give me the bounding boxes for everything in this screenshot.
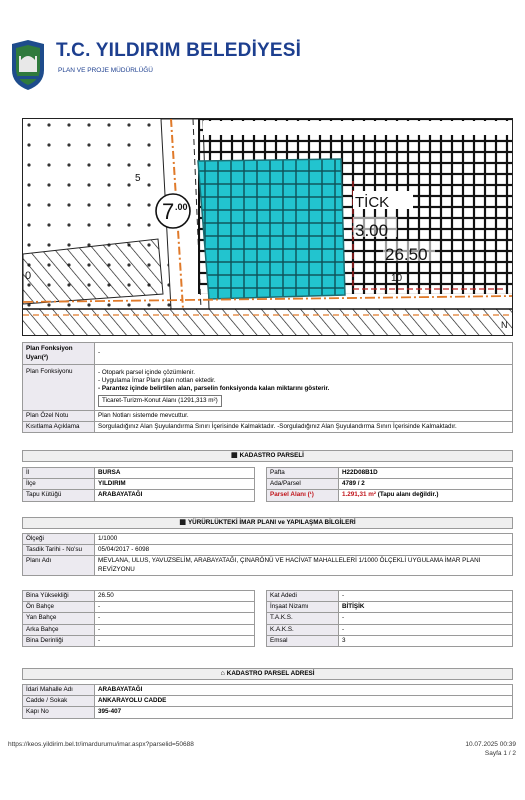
kat-adedi-value: - xyxy=(339,591,513,602)
mahalle-value: ARABAYATAĞI xyxy=(95,685,513,696)
yan-bahce-value: - xyxy=(95,613,255,624)
print-date: 10.07.2025 00:39 xyxy=(465,741,516,748)
mahalle-label: İdari Mahalle Adı xyxy=(23,685,95,696)
kisitlama-value: Sorguladığınız Alan Şuyulandırma Sınırı İçerisinde Kalmaktadır. -Sorguladığınız Alan Şuyulandırma Sınırı İçerisinde Kalmaktadır. xyxy=(95,422,513,433)
taks-value: - xyxy=(339,613,513,624)
adres-table xyxy=(22,684,513,719)
tapu-kutugu-value: ARABAYATAĞI xyxy=(95,490,255,501)
page-url[interactable]: https://keos.yildirim.bel.tr/imardurumu/imar.aspx?parselid=50688 xyxy=(8,741,194,748)
insaat-nizami-value: BİTİŞİK xyxy=(339,602,513,613)
olcek-value: 1/1000 xyxy=(95,534,513,545)
on-bahce-value: - xyxy=(95,602,255,613)
parsel-alani-cell xyxy=(339,490,513,501)
kapi-no-label: Kapı No xyxy=(23,707,95,718)
map-value1-label: 3.00 xyxy=(355,221,389,240)
map-tick-label: TİCK xyxy=(355,194,390,211)
circle-code-superscript: .00 xyxy=(175,202,188,212)
kaks-value: - xyxy=(339,624,513,635)
cadde-value: ANKARAYOLU CADDE xyxy=(95,696,513,707)
bina-derinligi-value: - xyxy=(95,635,255,646)
kapi-no-value: 395-407 xyxy=(95,707,513,718)
bina-yuksekligi-value: 26.50 xyxy=(95,591,255,602)
yapilasma-table xyxy=(22,590,513,647)
pafta-value: H22D08B1D xyxy=(339,468,513,479)
kat-adedi-label: Kat Adedi xyxy=(267,591,339,602)
insaat-nizami-label: İnşaat Nizamı xyxy=(267,602,339,613)
zoning-map[interactable] xyxy=(22,118,513,336)
kaks-label: K.A.K.S. xyxy=(267,624,339,635)
olcek-label: Ölçeği xyxy=(23,534,95,545)
emsal-label: Emsal xyxy=(267,635,339,646)
plan-info-table xyxy=(22,342,513,433)
plan-note: - Uygulama İmar Planı plan notları ektedir. xyxy=(98,376,216,384)
ada-parsel-value: 4789 / 2 xyxy=(339,479,513,490)
plan-ozel-notu-value: Plan Notları sistemde mevcuttur. xyxy=(95,411,513,422)
imar-section-heading: ▦ YÜRÜRLÜKTEKİ İMAR PLANI ve YAPILAŞMA BİLGİLERİ xyxy=(22,517,513,529)
plan-note: - Otopark parsel içinde çözümlenir. xyxy=(98,368,195,376)
page-number: Sayfa 1 / 2 xyxy=(484,750,516,757)
map-value2-label: 26.50 xyxy=(385,245,428,264)
il-label: İl xyxy=(23,468,95,479)
emsal-value: 3 xyxy=(339,635,513,646)
plan-adi-label: Planı Adı xyxy=(23,556,95,575)
circle-code-label: 7 xyxy=(162,199,175,224)
ilce-label: İlçe xyxy=(23,479,95,490)
map-h5-label: 5 xyxy=(135,173,141,184)
bina-derinligi-label: Bina Derinliği xyxy=(23,635,95,646)
tapu-kutugu-label: Tapu Kütüğü xyxy=(23,490,95,501)
ilce-value: YILDIRIM xyxy=(95,479,255,490)
plan-note: - Parantez içinde belirtilen alan, parselin fonksiyonda kalan miktarını gösterir. xyxy=(98,385,330,392)
department-subtitle: PLAN VE PROJE MÜDÜRLÜĞÜ xyxy=(58,67,153,74)
kisitlama-label: Kısıtlama Açıklama xyxy=(23,422,95,433)
home-icon: ⌂ xyxy=(220,670,225,677)
plan-adi-value: MEVLANA, ULUS, YAVUZSELİM, ARABAYATAĞI, ÇINARÖNÜ VE HACİVAT MAHALLELERİ 1/1000 ÖLÇEKLİ UYGULAMA İMAR PLANI REVİZYONU xyxy=(95,556,513,575)
kadastro-section-heading: ▦ KADASTRO PARSELİ xyxy=(22,450,513,462)
kadastro-table xyxy=(22,467,513,502)
plan-notes-list xyxy=(98,369,509,394)
tasdik-value: 05/04/2017 - 6098 xyxy=(95,545,513,556)
fonksiyon-uyari-label: Plan Fonksiyon Uyarı(²) xyxy=(23,343,95,365)
plan-fonksiyonu-value xyxy=(95,365,513,411)
tasdik-label: Tasdik Tarihi - No'su xyxy=(23,545,95,556)
il-value: BURSA xyxy=(95,468,255,479)
north-arrow-label: N xyxy=(501,320,508,330)
plan-ozel-notu-label: Plan Özel Notu xyxy=(23,411,95,422)
grid-icon: ▦ xyxy=(231,452,238,459)
pafta-label: Pafta xyxy=(267,468,339,479)
parsel-alani-value: 1.291,31 m² xyxy=(342,491,376,499)
parsel-alani-note: (Tapu alanı değildir.) xyxy=(377,491,439,499)
cadde-label: Cadde / Sokak xyxy=(23,696,95,707)
page-title: T.C. YILDIRIM BELEDİYESİ xyxy=(56,40,302,61)
grid-icon: ▦ xyxy=(179,519,186,526)
parsel-alani-label: Parsel Alanı (¹) xyxy=(267,490,339,501)
arka-bahce-value: - xyxy=(95,624,255,635)
function-area-box: Ticaret-Turizm-Konut Alanı (1291,313 m²) xyxy=(98,395,222,407)
fonksiyon-uyari-value: - xyxy=(95,343,513,365)
taks-label: T.A.K.S. xyxy=(267,613,339,624)
imar-table xyxy=(22,533,513,576)
arka-bahce-label: Arka Bahçe xyxy=(23,624,95,635)
ada-parsel-label: Ada/Parsel xyxy=(267,479,339,490)
document-header xyxy=(10,38,515,94)
plan-fonksiyonu-label: Plan Fonksiyonu xyxy=(23,365,95,411)
municipality-logo-icon xyxy=(10,40,46,90)
map-h0-label: 0 xyxy=(25,270,32,282)
on-bahce-label: Ön Bahçe xyxy=(23,602,95,613)
adres-section-heading: ⌂ KADASTRO PARSEL ADRESİ xyxy=(22,668,513,680)
map-h10-label: 10 xyxy=(391,273,403,284)
bina-yuksekligi-label: Bina Yüksekliği xyxy=(23,591,95,602)
yan-bahce-label: Yan Bahçe xyxy=(23,613,95,624)
